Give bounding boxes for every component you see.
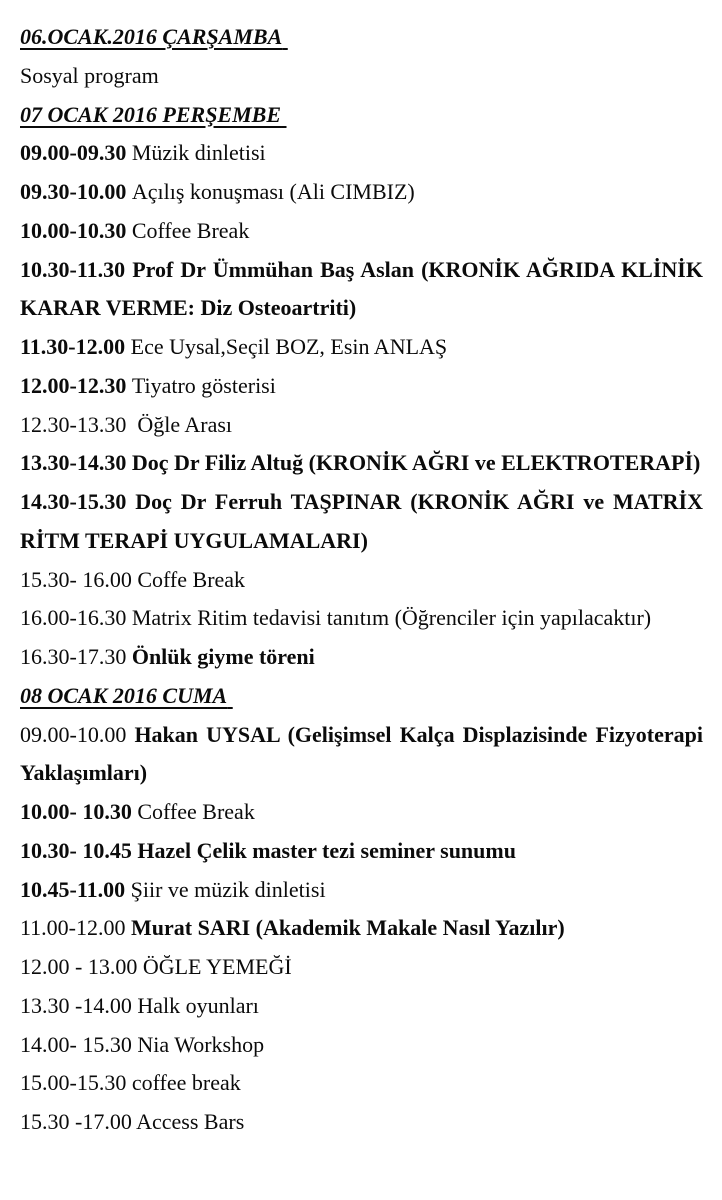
schedule-line (20, 57, 703, 96)
schedule-line (20, 406, 703, 445)
schedule-line (20, 1103, 703, 1142)
section-header (20, 18, 703, 57)
schedule-line (20, 173, 703, 212)
time-label: 09.00-10.00 (20, 721, 135, 747)
schedule-line (20, 987, 703, 1026)
section-date-label: 08 OCAK 2016 CUMA (20, 682, 228, 708)
event-description: coffee break (131, 1070, 241, 1096)
time-label: 15.30- 16.00 (20, 566, 138, 592)
time-label: 14.30-15.30 (20, 489, 136, 514)
time-label: 12.00 - 13.00 (20, 954, 143, 979)
event-description: Access Bars (136, 1109, 245, 1134)
schedule-line (20, 483, 703, 522)
schedule-line (20, 289, 703, 328)
schedule-line (20, 1064, 703, 1103)
schedule-line (20, 522, 703, 561)
section-date-label: 07 OCAK 2016 PERŞEMBE (20, 101, 282, 127)
event-description: Tiyatro gösterisi (131, 372, 276, 398)
time-label: 15.30 -17.00 (20, 1109, 137, 1134)
section-header (20, 96, 703, 135)
time-label: 09.00-09.30 (20, 140, 132, 166)
time-label: 15.00-15.30 (20, 1070, 132, 1096)
schedule-line (20, 251, 703, 290)
section-date-label: 06.OCAK.2016 ÇARŞAMBA (20, 24, 283, 49)
time-label: 10.00- 10.30 (20, 799, 138, 824)
schedule-line (20, 328, 703, 367)
event-description: Hazel Çelik master tezi seminer sunumu (137, 837, 516, 863)
event-description: Ece Uysal,Seçil BOZ, Esin ANLAŞ (130, 334, 448, 359)
event-description: Yaklaşımları) (20, 760, 148, 786)
time-label: 12.00-12.30 (20, 372, 132, 398)
schedule-line (20, 212, 703, 251)
schedule-line (20, 444, 703, 483)
event-description: Şiir ve müzik dinletisi (130, 876, 326, 902)
event-description: Nia Workshop (137, 1031, 265, 1057)
event-description: Coffee Break (131, 217, 250, 243)
schedule-line (20, 948, 703, 987)
event-description: Doç Dr Ferruh TAŞPINAR (KRONİK AĞRI ve MATRİX (135, 489, 703, 514)
schedule-line (20, 793, 703, 832)
schedule-line (20, 561, 703, 600)
event-description: Öğle Arası (131, 411, 233, 437)
schedule-line (20, 1026, 703, 1065)
schedule-line (20, 367, 703, 406)
event-description: Önlük giyme töreni (131, 644, 315, 669)
time-label: 10.30- 10.45 (20, 837, 138, 863)
time-label: 13.30-14.30 (20, 450, 132, 476)
event-description: Doç Dr Filiz Altuğ (KRONİK AĞRI ve ELEKTROTERAPİ) (131, 450, 701, 476)
time-label: 09.30-10.00 (20, 179, 132, 204)
schedule-line (20, 909, 703, 948)
event-description: Açılış konuşması (Ali CIMBIZ) (131, 179, 415, 204)
event-description: Murat SARI (Akademik Makale Nasıl Yazılır) (131, 915, 565, 941)
event-description: Coffe Break (137, 566, 246, 592)
event-description: RİTM TERAPİ UYGULAMALARI) (20, 527, 368, 553)
schedule-line (20, 599, 703, 638)
event-description: Hakan UYSAL (Gelişimsel Kalça Displazisinde Fizyoterapi (134, 721, 703, 747)
event-description: Matrix Ritim tedavisi tanıtım (Öğrenciler için yapılacaktır) (131, 605, 652, 631)
event-description: Sosyal program (20, 62, 159, 88)
time-label: 11.00-12.00 (20, 915, 132, 941)
event-description: Halk oyunları (137, 992, 259, 1018)
schedule-line (20, 754, 703, 793)
schedule-line (20, 832, 703, 871)
time-label: 14.00- 15.30 (20, 1031, 138, 1057)
schedule-line (20, 638, 703, 677)
time-label: 12.30-13.30 (20, 411, 132, 437)
section-header (20, 677, 703, 716)
schedule-line (20, 134, 703, 173)
time-label: 10.30-11.30 (20, 256, 133, 282)
schedule-line (20, 871, 703, 910)
event-description: Müzik dinletisi (131, 140, 266, 166)
time-label: 13.30 -14.00 (20, 992, 138, 1018)
schedule (20, 18, 703, 1142)
time-label: 11.30-12.00 (20, 334, 131, 359)
event-description: Coffee Break (137, 799, 255, 824)
time-label: 16.00-16.30 (20, 605, 132, 631)
event-description: KARAR VERME: Diz Osteoartriti) (20, 295, 357, 321)
event-description: Prof Dr Ümmühan Baş Aslan (KRONİK AĞRIDA KLİNİK (132, 256, 703, 282)
event-description: ÖĞLE YEMEĞİ (142, 954, 292, 979)
time-label: 10.00-10.30 (20, 217, 132, 243)
time-label: 10.45-11.00 (20, 876, 131, 902)
time-label: 16.30-17.30 (20, 644, 132, 669)
schedule-line (20, 716, 703, 755)
